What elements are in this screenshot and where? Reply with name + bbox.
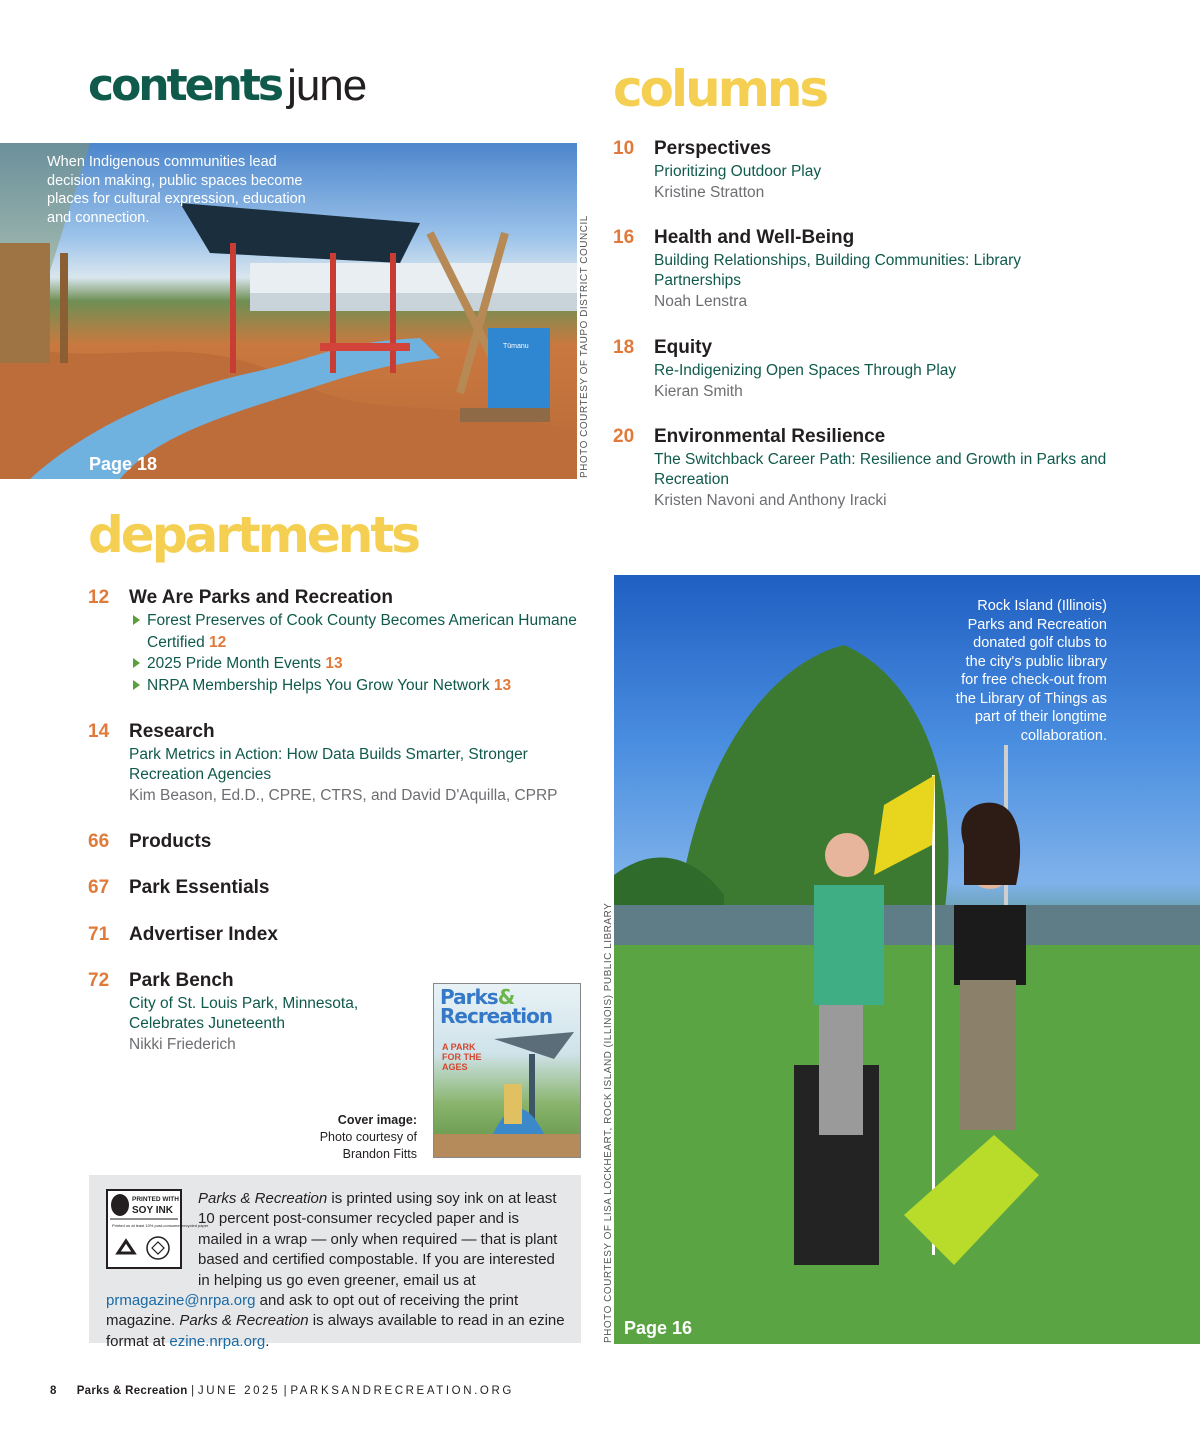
department-article-link[interactable]: City of St. Louis Park, Minnesota, Celebrates Juneteenth [129,995,359,1032]
column-article-link[interactable]: Prioritizing Outdoor Play [654,163,822,180]
cover-caption-label: Cover image: [337,1113,417,1127]
department-title: Park Bench [129,970,234,991]
department-title[interactable]: Advertiser Index [129,924,278,945]
department-page-number: 14 [88,721,110,742]
departments-heading: departments [88,506,419,564]
department-entry [129,721,569,806]
bullet-arrow-icon [133,680,140,690]
bullet-text: 2025 Pride Month Events [147,655,322,672]
column-article-link[interactable]: The Switchback Career Path: Resilience and Growth in Parks and Recreation [654,451,1107,488]
cover-tagline: A PARK FOR THE AGES [442,1042,482,1072]
bullet-page: 13 [493,676,512,694]
page-18-tag: Page 18 [89,454,158,474]
column-title: Equity [654,337,713,358]
magazine-cover-thumbnail[interactable] [433,983,581,1158]
magazine-name: Parks & Recreation [76,1385,188,1397]
email-link[interactable]: prmagazine@nrpa.org [106,1292,256,1310]
bullet-text: NRPA Membership Helps You Grow Your Network [147,676,490,694]
department-article-link[interactable]: Park Metrics in Action: How Data Builds Smarter, Stronger Recreation Agencies [129,746,528,783]
page-footer: 8 Parks & Recreation | JUNE 2025 | PARKSANDRECREATION.ORG [50,1385,514,1397]
column-entry [613,227,634,249]
column-page-number: 20 [613,426,635,447]
cover-masthead: Parks& Recreation [440,985,553,1028]
column-entry-body [654,227,1124,312]
department-title: Research [129,721,215,742]
photo-credit-taupo: PHOTO COURTESY OF TAUPO DISTRICT COUNCIL [579,215,590,478]
website[interactable]: PARKSANDRECREATION.ORG [290,1385,514,1397]
column-title: Perspectives [654,138,772,159]
golf-photo [614,575,1200,1344]
soy-ink-notice [89,1175,581,1350]
contents-heading [88,60,367,111]
golf-illustration [614,575,1200,1344]
department-bullet[interactable] [129,675,584,697]
department-page-number: 67 [88,877,110,898]
department-entry [129,970,419,1055]
issue-date: JUNE 2025 [197,1385,281,1397]
department-page-number: 72 [88,970,110,991]
bullet-arrow-icon [133,615,140,625]
column-entry-body [654,138,1124,203]
contents-word: contents [88,60,282,111]
svg-text:SOY INK: SOY INK [132,1205,173,1216]
column-entry-body [654,426,1124,511]
department-title[interactable]: Products [129,831,212,852]
svg-text:PRINTED WITH: PRINTED WITH [132,1196,179,1203]
column-title: Health and Well-Being [654,227,855,248]
bullet-page: 12 [209,633,227,651]
svg-text:Printed on at least 10% post-c: Printed on at least 10% post-consumer recycled paper [112,1223,209,1228]
department-author: Nikki Friederich [129,1036,236,1053]
soy-ink-text: Parks & Recreation is printed using soy ink on at least 10 percent post-consumer recycled paper and is mailed in a wrap — only when required — that is plant based and certified compostable. If you are interested in helping us go even greener, email us at prmagazine@nrpa.org and ask to opt out of receiving the print magazine. Parks & Recreation is always available to read in an ezine format at ezine.nrpa.org. [106,1190,565,1350]
info-sign [488,328,550,408]
playground-caption: When Indigenous communities lead decision making, public spaces become places for cultural expression, education and connection. [47,154,306,226]
column-entry-body [654,337,1124,402]
column-entry [613,426,634,448]
photo-credit-rock-island: PHOTO COURTESY OF LISA LOCKHEART, ROCK ISLAND (ILLINOIS) PUBLIC LIBRARY [603,902,614,1343]
department-page-number: 66 [88,831,110,852]
department-title: We Are Parks and Recreation [129,587,393,608]
bullet-arrow-icon [133,658,140,668]
column-page-number: 10 [613,138,635,159]
columns-heading: columns [613,60,827,118]
svg-text:Tūmanu: Tūmanu [503,343,529,350]
column-author: Noah Lenstra [654,293,748,310]
column-article-link[interactable]: Re-Indigenizing Open Spaces Through Play [654,362,957,379]
column-author: Kieran Smith [654,383,743,400]
department-page-number: 12 [88,587,110,608]
playground-photo [0,143,577,479]
column-author: Kristine Stratton [654,184,765,201]
column-page-number: 16 [613,227,635,248]
column-article-link[interactable]: Building Relationships, Building Communities: Library Partnerships [654,252,1022,289]
bullet-text: Forest Preserves of Cook County Becomes American Humane Certified [147,612,577,651]
column-page-number: 18 [613,337,635,358]
column-entry [613,337,634,359]
department-title[interactable]: Park Essentials [129,877,270,898]
cover-caption-line: Brandon Fitts [342,1147,417,1161]
column-title: Environmental Resilience [654,426,886,447]
department-bullet[interactable] [129,610,584,653]
cover-caption-line: Photo courtesy of [319,1130,417,1144]
cover-caption [320,1112,417,1163]
ezine-link[interactable]: ezine.nrpa.org [169,1332,266,1350]
column-author: Kristen Navoni and Anthony Iracki [654,492,887,509]
department-entry [129,587,584,696]
page-number: 8 [50,1385,57,1397]
golf-caption: Rock Island (Illinois) Parks and Recreation donated golf clubs to the city's public library for free check-out from the Library of Things as part of their longtime collaboration. [955,598,1107,744]
page-16-tag: Page 16 [624,1318,693,1338]
department-author: Kim Beason, Ed.D., CPRE, CTRS, and David D'Aquilla, CPRP [129,787,558,804]
department-bullet[interactable] [129,653,584,675]
department-page-number: 71 [88,924,110,945]
month-word: june [287,61,367,110]
bullet-page: 13 [325,655,343,672]
